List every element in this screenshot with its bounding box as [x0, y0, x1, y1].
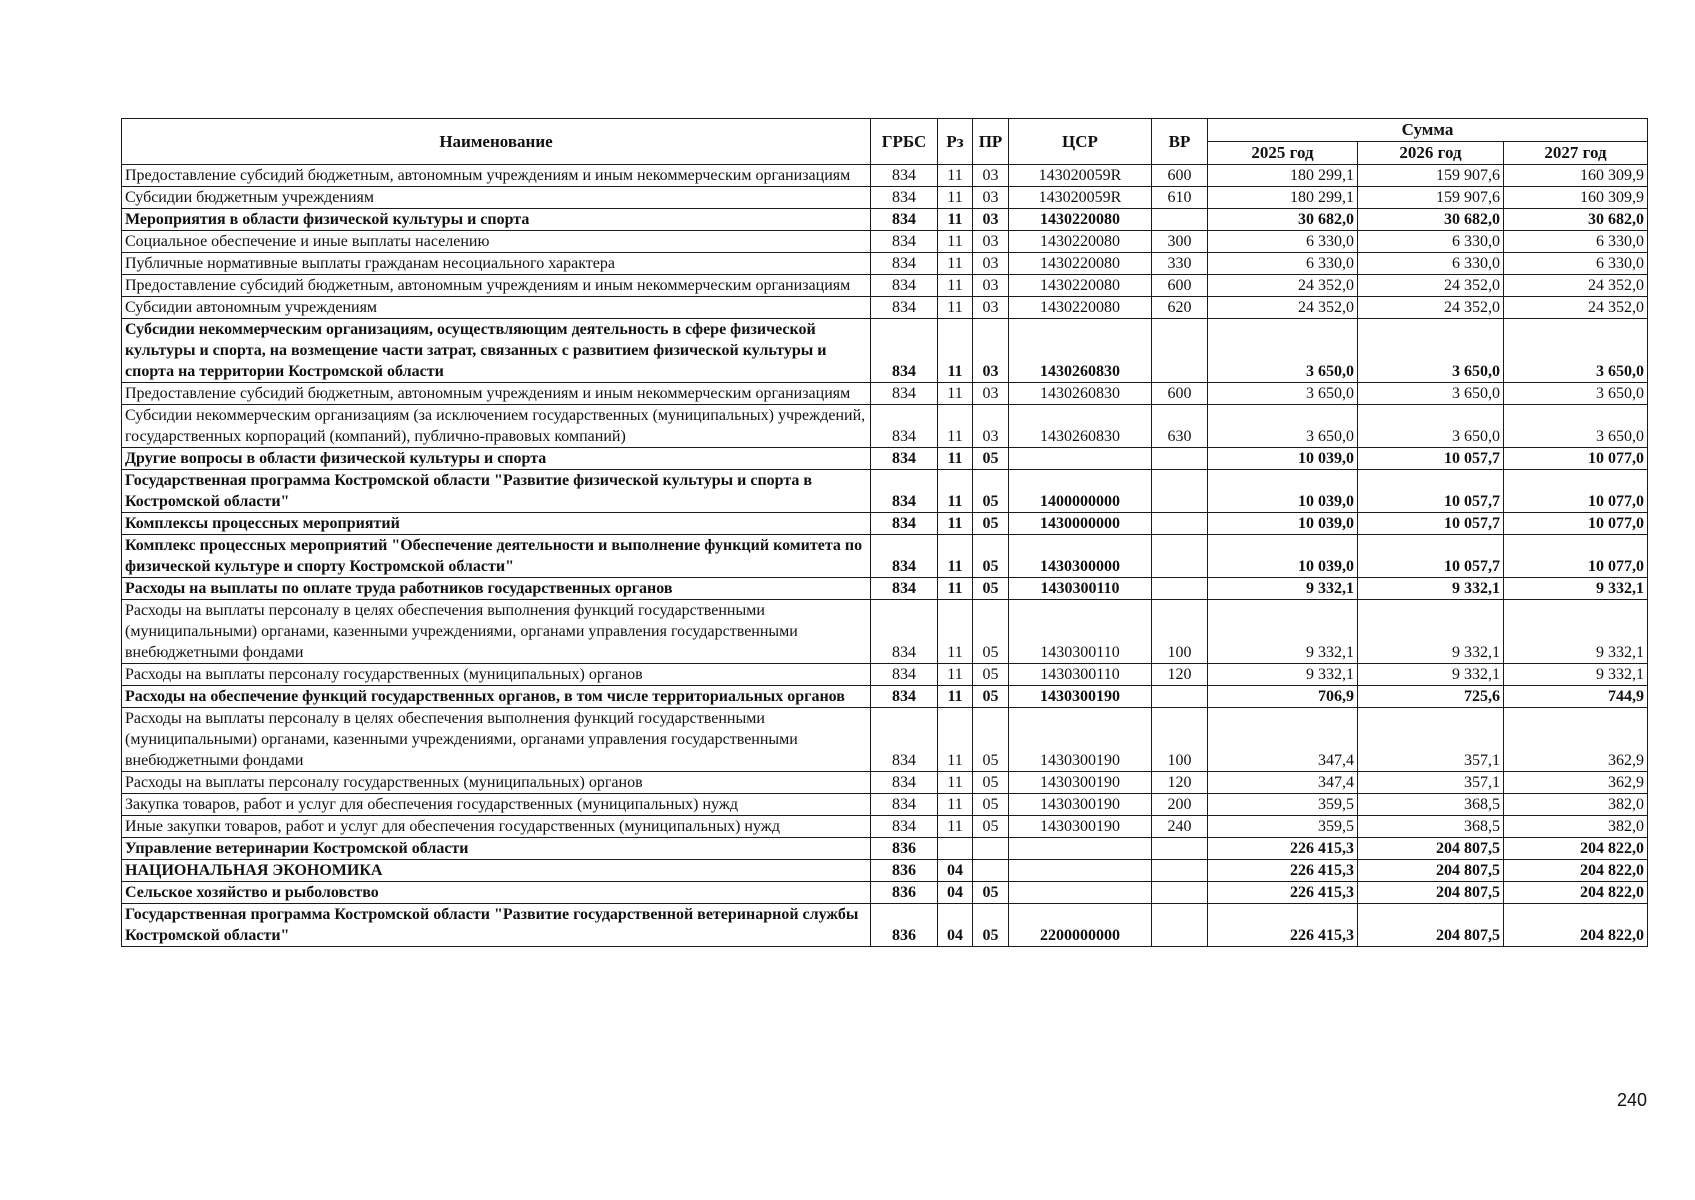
cell-grbs: 836	[871, 838, 938, 860]
cell-2025: 10 039,0	[1208, 470, 1358, 513]
cell-grbs: 834	[871, 253, 938, 275]
cell-pr: 05	[973, 816, 1009, 838]
table-row	[122, 319, 1648, 383]
cell-pr: 03	[973, 319, 1009, 383]
cell-name: НАЦИОНАЛЬНАЯ ЭКОНОМИКА	[122, 860, 871, 882]
cell-2027: 10 077,0	[1504, 513, 1648, 535]
cell-csr: 1430300190	[1009, 708, 1152, 772]
cell-2027: 3 650,0	[1504, 319, 1648, 383]
cell-grbs: 834	[871, 383, 938, 405]
cell-name: Публичные нормативные выплаты гражданам несоциального характера	[122, 253, 871, 275]
cell-2025: 3 650,0	[1208, 319, 1358, 383]
cell-2027: 160 309,9	[1504, 187, 1648, 209]
cell-vr: 100	[1152, 708, 1208, 772]
header-name: Наименование	[122, 119, 871, 165]
cell-name: Расходы на выплаты по оплате труда работников государственных органов	[122, 578, 871, 600]
cell-2027: 204 822,0	[1504, 838, 1648, 860]
cell-name: Комплексы процессных мероприятий	[122, 513, 871, 535]
page-number: 240	[1616, 1090, 1647, 1110]
cell-rz: 11	[938, 209, 973, 231]
cell-pr: 03	[973, 297, 1009, 319]
cell-pr: 05	[973, 578, 1009, 600]
header-2025: 2025 год	[1208, 142, 1358, 165]
cell-pr: 05	[973, 794, 1009, 816]
cell-pr: 03	[973, 405, 1009, 448]
cell-2026: 204 807,5	[1358, 860, 1504, 882]
table-row	[122, 297, 1648, 319]
cell-grbs: 834	[871, 319, 938, 383]
cell-name: Расходы на обеспечение функций государственных органов, в том числе территориальных органов	[122, 686, 871, 708]
header-pr: ПР	[973, 119, 1009, 165]
table-row	[122, 600, 1648, 664]
cell-2026: 204 807,5	[1358, 904, 1504, 947]
cell-2025: 226 415,3	[1208, 904, 1358, 947]
cell-2026: 9 332,1	[1358, 578, 1504, 600]
cell-csr: 1430300110	[1009, 578, 1152, 600]
cell-2025: 10 039,0	[1208, 513, 1358, 535]
cell-grbs: 834	[871, 686, 938, 708]
header-csr: ЦСР	[1009, 119, 1152, 165]
cell-vr	[1152, 209, 1208, 231]
cell-pr: 05	[973, 448, 1009, 470]
cell-grbs: 834	[871, 513, 938, 535]
cell-vr	[1152, 578, 1208, 600]
cell-rz: 04	[938, 860, 973, 882]
table-row	[122, 383, 1648, 405]
cell-name: Социальное обеспечение и иные выплаты населению	[122, 231, 871, 253]
cell-2025: 24 352,0	[1208, 275, 1358, 297]
cell-rz: 11	[938, 231, 973, 253]
cell-csr: 1430300000	[1009, 535, 1152, 578]
cell-2025: 359,5	[1208, 816, 1358, 838]
cell-pr: 05	[973, 686, 1009, 708]
header-2027: 2027 год	[1504, 142, 1648, 165]
cell-csr: 1430220080	[1009, 209, 1152, 231]
cell-vr: 200	[1152, 794, 1208, 816]
cell-grbs: 836	[871, 860, 938, 882]
cell-2025: 6 330,0	[1208, 231, 1358, 253]
cell-2026: 357,1	[1358, 772, 1504, 794]
header-rz: Рз	[938, 119, 973, 165]
cell-vr	[1152, 860, 1208, 882]
cell-csr: 143020059R	[1009, 165, 1152, 187]
cell-grbs: 834	[871, 187, 938, 209]
cell-name: Субсидии автономным учреждениям	[122, 297, 871, 319]
table-row	[122, 513, 1648, 535]
cell-csr: 1430300190	[1009, 816, 1152, 838]
cell-vr: 620	[1152, 297, 1208, 319]
cell-rz: 11	[938, 253, 973, 275]
table-body	[122, 165, 1648, 947]
cell-2026: 24 352,0	[1358, 297, 1504, 319]
cell-2027: 24 352,0	[1504, 297, 1648, 319]
cell-vr: 330	[1152, 253, 1208, 275]
cell-rz: 11	[938, 448, 973, 470]
table-row	[122, 686, 1648, 708]
cell-2027: 10 077,0	[1504, 470, 1648, 513]
cell-pr: 05	[973, 513, 1009, 535]
cell-rz: 11	[938, 297, 973, 319]
cell-rz: 11	[938, 686, 973, 708]
cell-pr: 03	[973, 165, 1009, 187]
table-row	[122, 470, 1648, 513]
cell-2027: 3 650,0	[1504, 405, 1648, 448]
cell-csr: 143020059R	[1009, 187, 1152, 209]
cell-2026: 10 057,7	[1358, 535, 1504, 578]
table-row	[122, 275, 1648, 297]
cell-rz: 04	[938, 904, 973, 947]
cell-2027: 10 077,0	[1504, 448, 1648, 470]
table-row	[122, 231, 1648, 253]
cell-name: Расходы на выплаты персоналу в целях обеспечения выполнения функций государственными (муниципальными) органами, казенными учреждениями, органами управления государственными внебюджетными фондами	[122, 600, 871, 664]
cell-2025: 9 332,1	[1208, 664, 1358, 686]
table-row	[122, 253, 1648, 275]
cell-csr	[1009, 448, 1152, 470]
cell-2026: 3 650,0	[1358, 405, 1504, 448]
cell-name: Закупка товаров, работ и услуг для обеспечения государственных (муниципальных) нужд	[122, 794, 871, 816]
table-row	[122, 816, 1648, 838]
cell-2025: 10 039,0	[1208, 448, 1358, 470]
cell-2025: 9 332,1	[1208, 600, 1358, 664]
cell-csr	[1009, 882, 1152, 904]
cell-grbs: 834	[871, 448, 938, 470]
table-row	[122, 772, 1648, 794]
cell-rz: 11	[938, 319, 973, 383]
cell-pr: 05	[973, 882, 1009, 904]
cell-vr	[1152, 838, 1208, 860]
cell-2027: 24 352,0	[1504, 275, 1648, 297]
cell-2025: 24 352,0	[1208, 297, 1358, 319]
table-row	[122, 882, 1648, 904]
cell-2026: 24 352,0	[1358, 275, 1504, 297]
cell-rz	[938, 838, 973, 860]
cell-2027: 362,9	[1504, 772, 1648, 794]
cell-2026: 159 907,6	[1358, 165, 1504, 187]
cell-2026: 204 807,5	[1358, 838, 1504, 860]
cell-rz: 11	[938, 275, 973, 297]
cell-csr: 1430260830	[1009, 405, 1152, 448]
cell-vr: 300	[1152, 231, 1208, 253]
cell-2027: 744,9	[1504, 686, 1648, 708]
cell-2025: 226 415,3	[1208, 838, 1358, 860]
table-row	[122, 794, 1648, 816]
cell-name: Субсидии некоммерческим организациям (за исключением государственных (муниципальных) учреждений, государственных корпораций (компаний), публично-правовых компаний)	[122, 405, 871, 448]
cell-pr: 05	[973, 904, 1009, 947]
cell-2026: 9 332,1	[1358, 600, 1504, 664]
header-2026: 2026 год	[1358, 142, 1504, 165]
cell-2025: 180 299,1	[1208, 187, 1358, 209]
cell-2027: 362,9	[1504, 708, 1648, 772]
cell-2027: 10 077,0	[1504, 535, 1648, 578]
cell-2026: 368,5	[1358, 816, 1504, 838]
cell-2025: 9 332,1	[1208, 578, 1358, 600]
header-sum: Сумма	[1208, 119, 1648, 142]
cell-pr	[973, 838, 1009, 860]
cell-rz: 11	[938, 187, 973, 209]
cell-2027: 6 330,0	[1504, 231, 1648, 253]
cell-csr: 1430000000	[1009, 513, 1152, 535]
cell-2025: 226 415,3	[1208, 882, 1358, 904]
table-row	[122, 838, 1648, 860]
cell-grbs: 834	[871, 165, 938, 187]
cell-grbs: 834	[871, 664, 938, 686]
header-vr: ВР	[1152, 119, 1208, 165]
cell-rz: 11	[938, 664, 973, 686]
cell-rz: 11	[938, 708, 973, 772]
cell-2026: 10 057,7	[1358, 448, 1504, 470]
cell-pr: 03	[973, 253, 1009, 275]
cell-vr	[1152, 535, 1208, 578]
cell-pr	[973, 860, 1009, 882]
cell-vr	[1152, 904, 1208, 947]
cell-csr: 1430300190	[1009, 772, 1152, 794]
cell-vr: 120	[1152, 664, 1208, 686]
cell-2025: 30 682,0	[1208, 209, 1358, 231]
cell-name: Предоставление субсидий бюджетным, автономным учреждениям и иным некоммерческим организациям	[122, 165, 871, 187]
cell-grbs: 834	[871, 794, 938, 816]
cell-vr: 240	[1152, 816, 1208, 838]
table-row	[122, 209, 1648, 231]
cell-rz: 11	[938, 816, 973, 838]
cell-2025: 359,5	[1208, 794, 1358, 816]
table-row	[122, 860, 1648, 882]
cell-vr: 630	[1152, 405, 1208, 448]
cell-2026: 10 057,7	[1358, 513, 1504, 535]
cell-2026: 10 057,7	[1358, 470, 1504, 513]
cell-rz: 11	[938, 600, 973, 664]
cell-vr: 100	[1152, 600, 1208, 664]
cell-csr: 1430260830	[1009, 383, 1152, 405]
cell-vr	[1152, 319, 1208, 383]
table-row	[122, 664, 1648, 686]
cell-2025: 180 299,1	[1208, 165, 1358, 187]
cell-2027: 382,0	[1504, 816, 1648, 838]
cell-rz: 11	[938, 535, 973, 578]
cell-rz: 11	[938, 165, 973, 187]
cell-pr: 03	[973, 187, 1009, 209]
cell-2025: 6 330,0	[1208, 253, 1358, 275]
cell-2027: 204 822,0	[1504, 860, 1648, 882]
cell-2027: 160 309,9	[1504, 165, 1648, 187]
cell-csr: 1400000000	[1009, 470, 1152, 513]
cell-vr: 120	[1152, 772, 1208, 794]
cell-pr: 05	[973, 664, 1009, 686]
cell-2026: 159 907,6	[1358, 187, 1504, 209]
cell-grbs: 834	[871, 275, 938, 297]
cell-csr	[1009, 838, 1152, 860]
cell-pr: 05	[973, 600, 1009, 664]
cell-name: Предоставление субсидий бюджетным, автономным учреждениям и иным некоммерческим организациям	[122, 275, 871, 297]
cell-2026: 6 330,0	[1358, 231, 1504, 253]
cell-vr: 610	[1152, 187, 1208, 209]
cell-rz: 11	[938, 513, 973, 535]
cell-2026: 3 650,0	[1358, 383, 1504, 405]
cell-pr: 05	[973, 708, 1009, 772]
cell-name: Расходы на выплаты персоналу государственных (муниципальных) органов	[122, 772, 871, 794]
cell-grbs: 834	[871, 600, 938, 664]
cell-vr: 600	[1152, 383, 1208, 405]
cell-csr: 1430220080	[1009, 231, 1152, 253]
cell-csr	[1009, 860, 1152, 882]
cell-vr: 600	[1152, 165, 1208, 187]
cell-vr	[1152, 686, 1208, 708]
cell-name: Сельское хозяйство и рыболовство	[122, 882, 871, 904]
cell-grbs: 834	[871, 231, 938, 253]
cell-2026: 357,1	[1358, 708, 1504, 772]
cell-2027: 204 822,0	[1504, 904, 1648, 947]
cell-2026: 3 650,0	[1358, 319, 1504, 383]
cell-pr: 03	[973, 383, 1009, 405]
cell-2027: 3 650,0	[1504, 383, 1648, 405]
table-row	[122, 578, 1648, 600]
cell-name: Государственная программа Костромской области "Развитие государственной ветеринарной службы Костромской области"	[122, 904, 871, 947]
cell-vr	[1152, 448, 1208, 470]
cell-2027: 382,0	[1504, 794, 1648, 816]
cell-grbs: 834	[871, 209, 938, 231]
cell-2027: 30 682,0	[1504, 209, 1648, 231]
cell-2025: 3 650,0	[1208, 383, 1358, 405]
cell-csr: 2200000000	[1009, 904, 1152, 947]
cell-vr	[1152, 882, 1208, 904]
cell-2026: 204 807,5	[1358, 882, 1504, 904]
cell-2026: 6 330,0	[1358, 253, 1504, 275]
table-row	[122, 904, 1648, 947]
cell-name: Государственная программа Костромской области "Развитие физической культуры и спорта в Костромской области"	[122, 470, 871, 513]
header-grbs: ГРБС	[871, 119, 938, 165]
cell-vr: 600	[1152, 275, 1208, 297]
cell-2026: 368,5	[1358, 794, 1504, 816]
cell-pr: 03	[973, 209, 1009, 231]
cell-2025: 3 650,0	[1208, 405, 1358, 448]
cell-pr: 05	[973, 535, 1009, 578]
cell-name: Другие вопросы в области физической культуры и спорта	[122, 448, 871, 470]
cell-2025: 347,4	[1208, 772, 1358, 794]
cell-csr: 1430300110	[1009, 664, 1152, 686]
cell-grbs: 834	[871, 772, 938, 794]
cell-2025: 347,4	[1208, 708, 1358, 772]
cell-rz: 11	[938, 794, 973, 816]
cell-rz: 04	[938, 882, 973, 904]
cell-vr	[1152, 513, 1208, 535]
cell-vr	[1152, 470, 1208, 513]
cell-grbs: 834	[871, 535, 938, 578]
cell-grbs: 836	[871, 904, 938, 947]
cell-grbs: 836	[871, 882, 938, 904]
cell-2027: 9 332,1	[1504, 600, 1648, 664]
table-row	[122, 535, 1648, 578]
cell-csr: 1430220080	[1009, 297, 1152, 319]
cell-2025: 706,9	[1208, 686, 1358, 708]
cell-grbs: 834	[871, 470, 938, 513]
cell-2026: 30 682,0	[1358, 209, 1504, 231]
cell-csr: 1430220080	[1009, 253, 1152, 275]
cell-2027: 9 332,1	[1504, 664, 1648, 686]
cell-rz: 11	[938, 470, 973, 513]
cell-pr: 03	[973, 275, 1009, 297]
cell-name: Мероприятия в области физической культуры и спорта	[122, 209, 871, 231]
cell-name: Расходы на выплаты персоналу государственных (муниципальных) органов	[122, 664, 871, 686]
cell-pr: 05	[973, 470, 1009, 513]
cell-name: Субсидии некоммерческим организациям, осуществляющим деятельность в сфере физической культуры и спорта, на возмещение части затрат, связанных с развитием физической культуры и спорта на территории Костромской области	[122, 319, 871, 383]
header-row-1	[122, 119, 1648, 142]
table-row	[122, 187, 1648, 209]
cell-2027: 204 822,0	[1504, 882, 1648, 904]
cell-2026: 725,6	[1358, 686, 1504, 708]
cell-2027: 9 332,1	[1504, 578, 1648, 600]
cell-grbs: 834	[871, 578, 938, 600]
table-row	[122, 165, 1648, 187]
cell-rz: 11	[938, 383, 973, 405]
cell-rz: 11	[938, 405, 973, 448]
cell-name: Субсидии бюджетным учреждениям	[122, 187, 871, 209]
cell-name: Иные закупки товаров, работ и услуг для обеспечения государственных (муниципальных) нужд	[122, 816, 871, 838]
cell-name: Предоставление субсидий бюджетным, автономным учреждениям и иным некоммерческим организациям	[122, 383, 871, 405]
cell-csr: 1430300110	[1009, 600, 1152, 664]
cell-rz: 11	[938, 772, 973, 794]
cell-csr: 1430300190	[1009, 686, 1152, 708]
cell-2025: 10 039,0	[1208, 535, 1358, 578]
table-row	[122, 405, 1648, 448]
cell-csr: 1430300190	[1009, 794, 1152, 816]
budget-table	[121, 118, 1648, 947]
cell-csr: 1430220080	[1009, 275, 1152, 297]
cell-pr: 03	[973, 231, 1009, 253]
cell-name: Расходы на выплаты персоналу в целях обеспечения выполнения функций государственными (муниципальными) органами, казенными учреждениями, органами управления государственными внебюджетными фондами	[122, 708, 871, 772]
cell-2026: 9 332,1	[1358, 664, 1504, 686]
cell-name: Управление ветеринарии Костромской области	[122, 838, 871, 860]
cell-2027: 6 330,0	[1504, 253, 1648, 275]
cell-grbs: 834	[871, 816, 938, 838]
table-row	[122, 448, 1648, 470]
cell-grbs: 834	[871, 297, 938, 319]
cell-pr: 05	[973, 772, 1009, 794]
cell-name: Комплекс процессных мероприятий "Обеспечение деятельности и выполнение функций комитета по физической культуре и спорту Костромской области"	[122, 535, 871, 578]
cell-rz: 11	[938, 578, 973, 600]
table-row	[122, 708, 1648, 772]
cell-grbs: 834	[871, 405, 938, 448]
cell-grbs: 834	[871, 708, 938, 772]
cell-csr: 1430260830	[1009, 319, 1152, 383]
cell-2025: 226 415,3	[1208, 860, 1358, 882]
